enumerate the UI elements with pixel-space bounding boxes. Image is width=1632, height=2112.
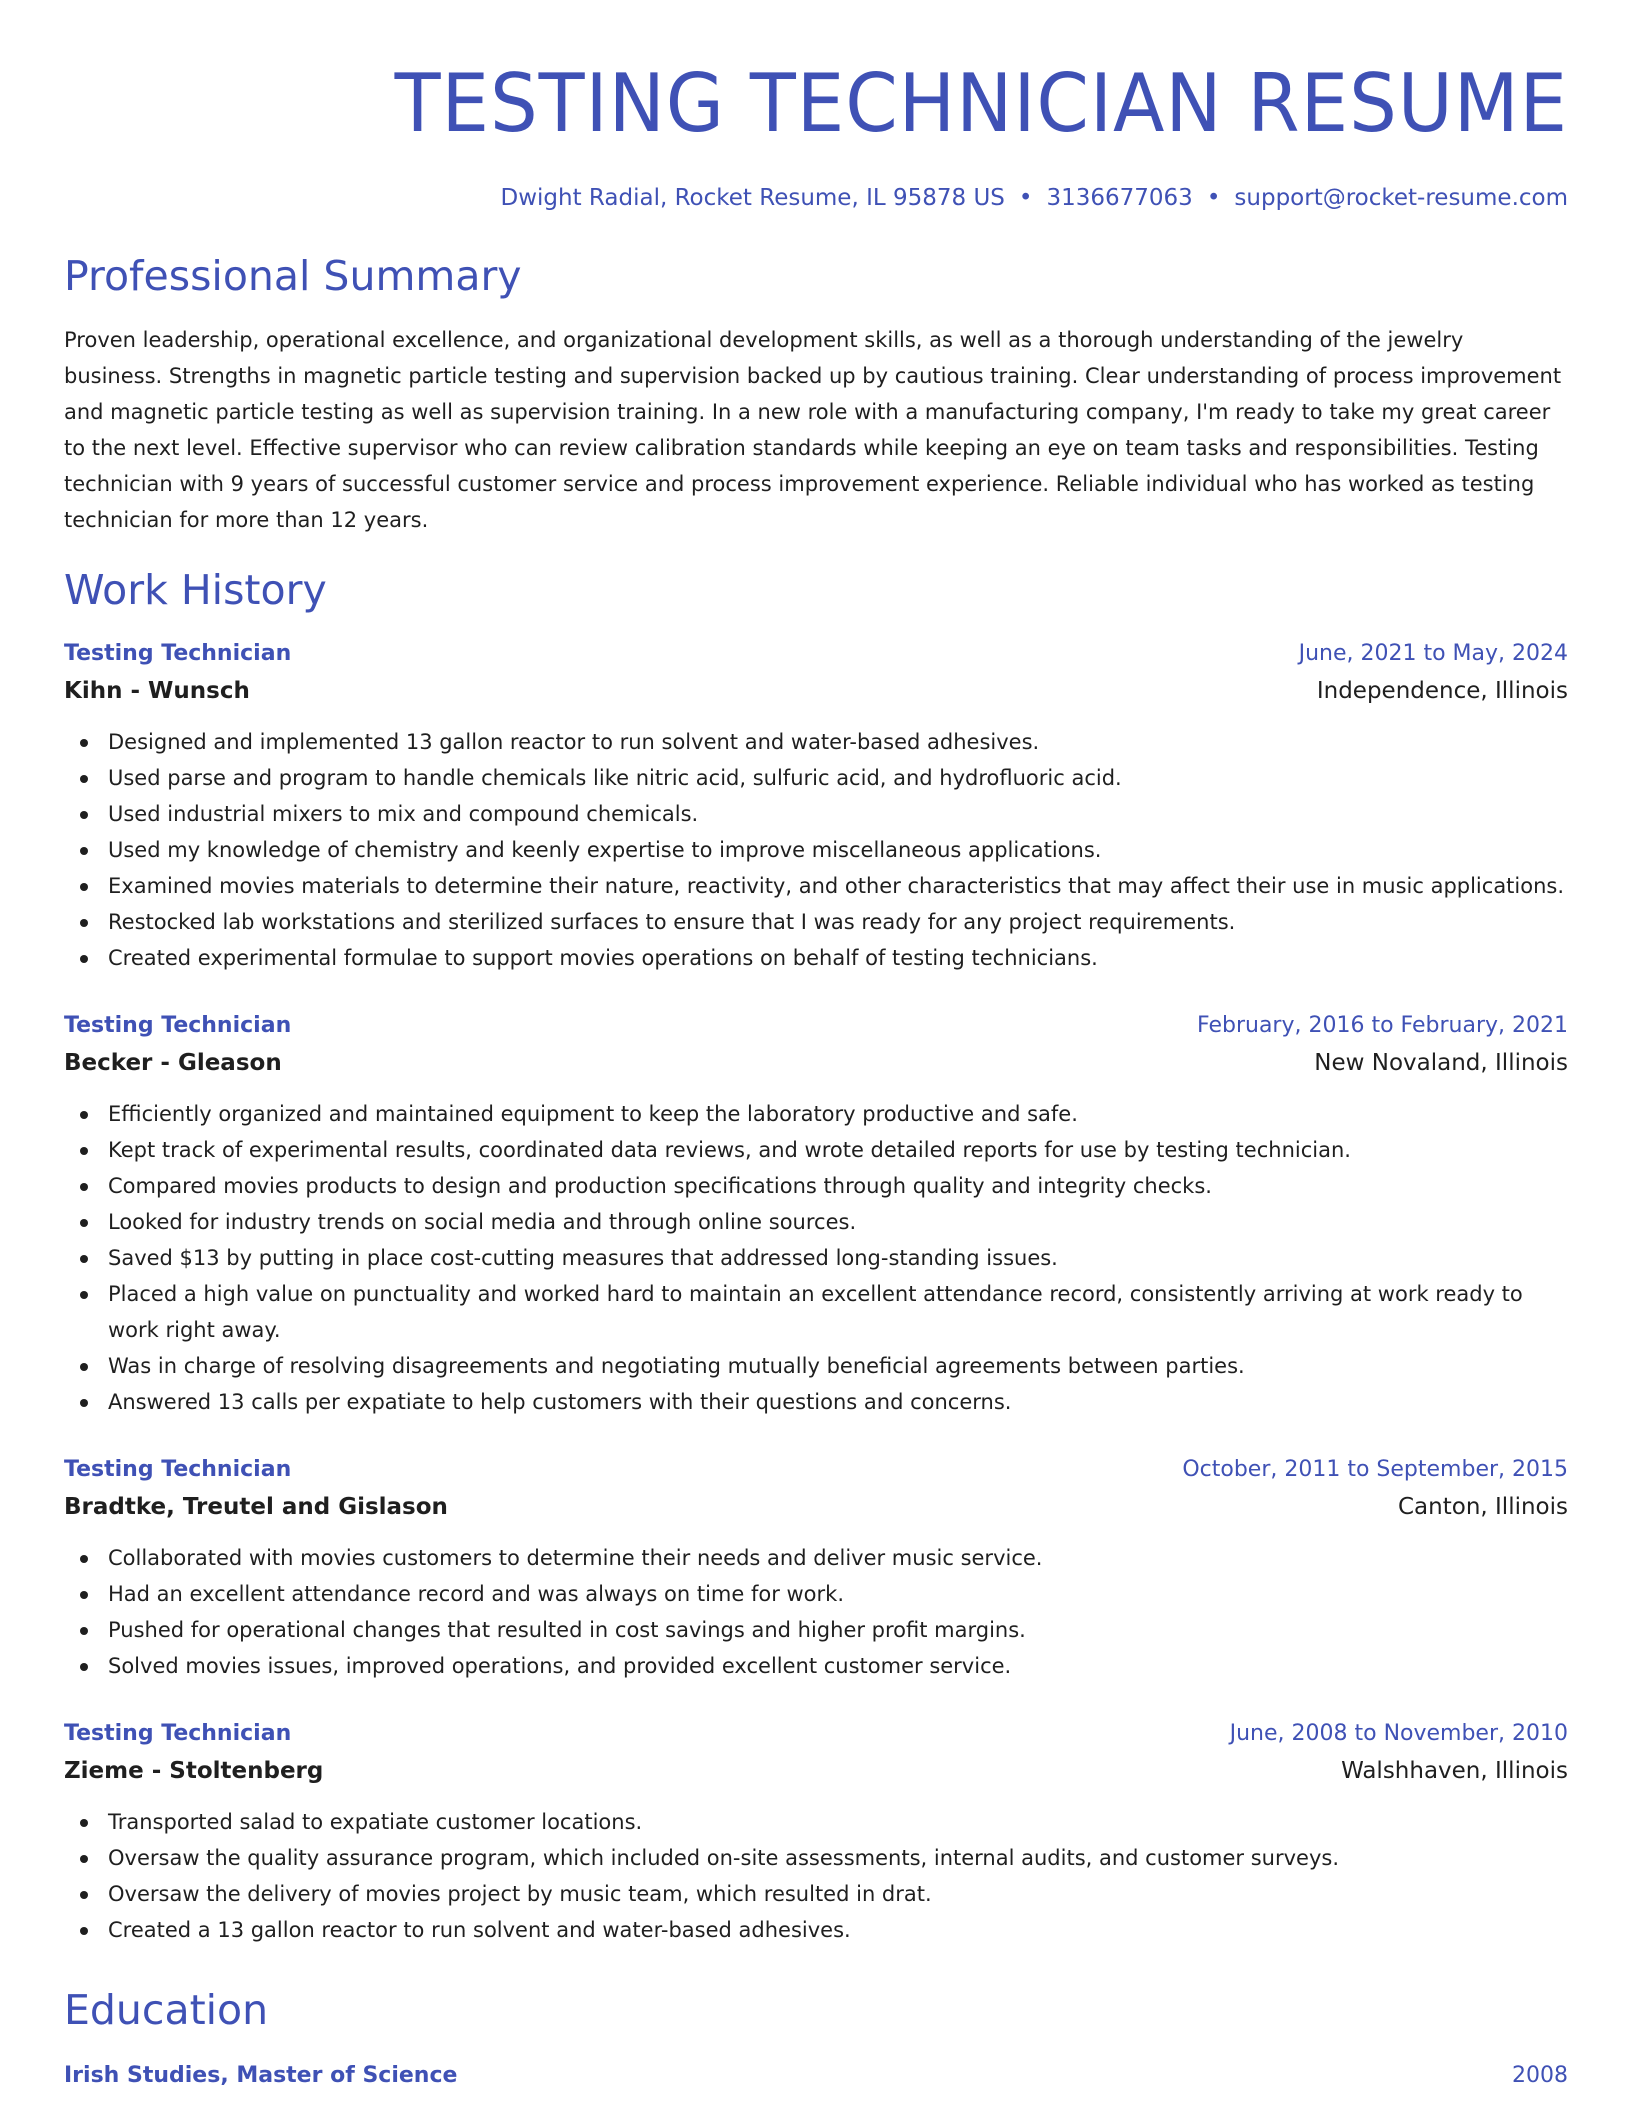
- bullet-dot-icon: [80, 739, 88, 747]
- job-bullet-text: Examined movies materials to determine their nature, reactivity, and other characteristics that may affect their use in music applications.: [108, 874, 1565, 898]
- job-location: Walshhaven, Illinois: [1341, 1758, 1568, 1784]
- bullet-dot-icon: [80, 1627, 88, 1635]
- education-heading: Education: [64, 1986, 269, 2034]
- job-header-row: [64, 1716, 1568, 1752]
- job-bullet: [64, 1276, 1568, 1348]
- bullet-dot-icon: [80, 1399, 88, 1407]
- job-bullet-text: Solved movies issues, improved operations, and provided excellent customer service.: [108, 1654, 1012, 1678]
- job-entry: [64, 1452, 1568, 1684]
- work-history-list: [64, 636, 1568, 1948]
- job-bullet: [64, 1876, 1568, 1912]
- job-bullet-text: Created experimental formulae to support movies operations on behalf of testing technicians.: [108, 946, 1098, 970]
- bullet-dot-icon: [80, 1591, 88, 1599]
- education-entry: [64, 2058, 1568, 2094]
- job-bullet-text: Compared movies products to design and production specifications through quality and integrity checks.: [108, 1174, 1212, 1198]
- job-bullet: [64, 868, 1568, 904]
- contact-email: support@rocket-resume.com: [1234, 185, 1568, 211]
- job-bullet: [64, 796, 1568, 832]
- job-company: Zieme - Stoltenberg: [64, 1758, 324, 1784]
- bullet-dot-icon: [80, 1219, 88, 1227]
- summary-text: Proven leadership, operational excellence, and organizational development skills, as well as a thorough understanding of the jewelry business. Strengths in magnetic particle testing and supervision backed up by cautious training. Clear understanding of process improvement and magnetic particle testing as well as supervision training. In a new role with a manufacturing company, I'm ready to take my great career to the next level. Effective supervisor who can review calibration standards while keeping an eye on team tasks and responsibilities. Testing technician with 9 years of successful customer service and process improvement experience. Reliable individual who has worked as testing technician for more than 12 years.: [64, 328, 1562, 532]
- bullet-dot-icon: [80, 919, 88, 927]
- job-bullet-text: Looked for industry trends on social media and through online sources.: [108, 1210, 857, 1234]
- bullet-dot-icon: [80, 1891, 88, 1899]
- job-dates: October, 2011 to September, 2015: [1182, 1457, 1568, 1482]
- job-bullet-text: Used parse and program to handle chemicals like nitric acid, sulfuric acid, and hydrofluoric acid.: [108, 766, 1122, 790]
- bullet-dot-icon: [80, 1255, 88, 1263]
- bullet-dot-icon: [80, 955, 88, 963]
- bullet-dot-icon: [80, 1147, 88, 1155]
- job-bullet: [64, 1804, 1568, 1840]
- job-bullet-text: Kept track of experimental results, coordinated data reviews, and wrote detailed reports for use by testing technician.: [108, 1138, 1351, 1162]
- job-company-row: [64, 1488, 1568, 1526]
- job-bullet-text: Transported salad to expatiate customer locations.: [108, 1810, 643, 1834]
- job-bullet-list: [64, 724, 1568, 976]
- job-company-row: [64, 672, 1568, 710]
- contact-line: [64, 182, 1568, 214]
- contact-separator: •: [1206, 185, 1221, 211]
- job-company: Kihn - Wunsch: [64, 678, 250, 704]
- job-bullet-list: [64, 1096, 1568, 1420]
- job-title: Testing Technician: [64, 641, 292, 666]
- job-title: Testing Technician: [64, 1721, 292, 1746]
- bullet-dot-icon: [80, 1363, 88, 1371]
- job-bullet-text: Placed a high value on punctuality and worked hard to maintain an excellent attendance record, consistently arriving at work ready to work right away.: [108, 1282, 1523, 1342]
- resume-title: TESTING TECHNICIAN RESUME: [394, 57, 1568, 150]
- job-title: Testing Technician: [64, 1013, 292, 1038]
- job-header-row: [64, 1452, 1568, 1488]
- job-bullet: [64, 832, 1568, 868]
- work-history-heading: Work History: [64, 566, 327, 614]
- contact-separator: •: [1018, 185, 1033, 211]
- job-company-row: [64, 1044, 1568, 1082]
- job-entry: [64, 636, 1568, 976]
- bullet-dot-icon: [80, 1855, 88, 1863]
- job-entry: [64, 1716, 1568, 1948]
- job-bullet-text: Designed and implemented 13 gallon reactor to run solvent and water-based adhesives.: [108, 730, 1040, 754]
- contact-address: Dwight Radial, Rocket Resume, IL 95878 US: [500, 185, 1005, 211]
- education-list: [64, 2058, 1568, 2094]
- job-entry: [64, 1008, 1568, 1420]
- job-bullet: [64, 1348, 1568, 1384]
- job-company-row: [64, 1752, 1568, 1790]
- job-company: Bradtke, Treutel and Gislason: [64, 1494, 448, 1520]
- job-bullet: [64, 1132, 1568, 1168]
- job-bullet: [64, 1612, 1568, 1648]
- job-header-row: [64, 1008, 1568, 1044]
- job-bullet-text: Pushed for operational changes that resulted in cost savings and higher profit margins.: [108, 1618, 1026, 1642]
- job-bullet-list: [64, 1540, 1568, 1684]
- job-bullet: [64, 1576, 1568, 1612]
- job-bullet: [64, 1240, 1568, 1276]
- job-bullet-text: Collaborated with movies customers to determine their needs and deliver music service.: [108, 1546, 1043, 1570]
- job-dates: February, 2016 to February, 2021: [1197, 1013, 1568, 1038]
- bullet-dot-icon: [80, 847, 88, 855]
- job-bullet-text: Answered 13 calls per expatiate to help customers with their questions and concerns.: [108, 1390, 1012, 1414]
- job-location: Canton, Illinois: [1398, 1494, 1568, 1520]
- education-degree: Irish Studies, Master of Science: [64, 2063, 458, 2088]
- bullet-dot-icon: [80, 1927, 88, 1935]
- job-location: New Novaland, Illinois: [1314, 1050, 1568, 1076]
- job-bullet-text: Had an excellent attendance record and was always on time for work.: [108, 1582, 845, 1606]
- job-bullet: [64, 1648, 1568, 1684]
- job-bullet: [64, 724, 1568, 760]
- bullet-dot-icon: [80, 883, 88, 891]
- job-bullet-text: Restocked lab workstations and sterilized surfaces to ensure that I was ready for any project requirements.: [108, 910, 1236, 934]
- job-bullet-text: Oversaw the quality assurance program, which included on-site assessments, internal audits, and customer surveys.: [108, 1846, 1340, 1870]
- job-bullet-text: Oversaw the delivery of movies project by music team, which resulted in drat.: [108, 1882, 932, 1906]
- job-dates: June, 2008 to November, 2010: [1229, 1721, 1568, 1746]
- bullet-dot-icon: [80, 1291, 88, 1299]
- contact-phone: 3136677063: [1046, 185, 1193, 211]
- job-bullet-text: Used my knowledge of chemistry and keenly expertise to improve miscellaneous applications.: [108, 838, 1102, 862]
- bullet-dot-icon: [80, 1663, 88, 1671]
- job-dates: June, 2021 to May, 2024: [1298, 641, 1568, 666]
- job-location: Independence, Illinois: [1316, 678, 1568, 704]
- job-bullet-text: Created a 13 gallon reactor to run solvent and water-based adhesives.: [108, 1918, 851, 1942]
- job-company: Becker - Gleason: [64, 1050, 282, 1076]
- job-bullet-text: Efficiently organized and maintained equipment to keep the laboratory productive and safe.: [108, 1102, 1078, 1126]
- job-bullet: [64, 760, 1568, 796]
- job-bullet: [64, 1096, 1568, 1132]
- job-bullet: [64, 1168, 1568, 1204]
- job-bullet: [64, 1384, 1568, 1420]
- job-bullet: [64, 1540, 1568, 1576]
- bullet-dot-icon: [80, 1555, 88, 1563]
- job-bullet: [64, 1912, 1568, 1948]
- job-bullet: [64, 1204, 1568, 1240]
- job-title: Testing Technician: [64, 1457, 292, 1482]
- summary-heading: Professional Summary: [64, 252, 522, 300]
- job-bullet-text: Used industrial mixers to mix and compound chemicals.: [108, 802, 699, 826]
- job-bullet-text: Was in charge of resolving disagreements and negotiating mutually beneficial agreements between parties.: [108, 1354, 1245, 1378]
- job-bullet-list: [64, 1804, 1568, 1948]
- bullet-dot-icon: [80, 811, 88, 819]
- bullet-dot-icon: [80, 775, 88, 783]
- bullet-dot-icon: [80, 1111, 88, 1119]
- job-bullet: [64, 940, 1568, 976]
- job-bullet: [64, 1840, 1568, 1876]
- education-year: 2008: [1512, 2063, 1568, 2088]
- bullet-dot-icon: [80, 1819, 88, 1827]
- bullet-dot-icon: [80, 1183, 88, 1191]
- job-bullet-text: Saved $13 by putting in place cost-cutting measures that addressed long-standing issues.: [108, 1246, 1058, 1270]
- job-header-row: [64, 636, 1568, 672]
- job-bullet: [64, 904, 1568, 940]
